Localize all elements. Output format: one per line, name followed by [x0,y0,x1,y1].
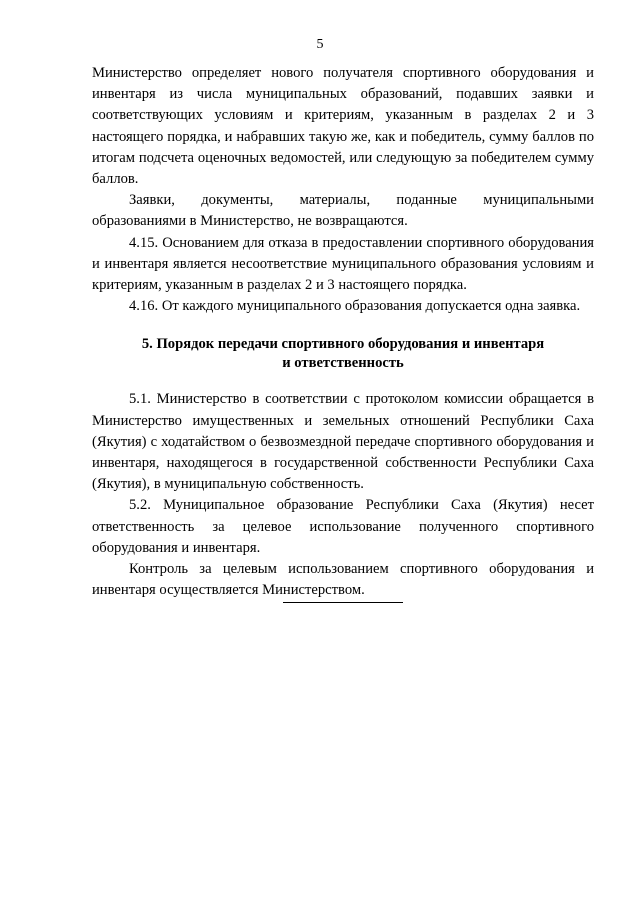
paragraph-applications-not-returned: Заявки, документы, материалы, поданные муниципальными образованиями в Министерство, не возвращаются. [92,192,594,230]
section-5-heading [92,335,594,373]
paragraph-new-recipient: Министерство определяет нового получателя спортивного оборудования и инвентаря из числа муниципальных образований, подавших заявки и соответствующих условиям и критериям, указанным в разделах 2 и 3 настоящего порядка, и набравших такую же, как и победитель, сумму баллов по итогам подсчета оценочных ведомостей, или следующую за победителем сумму баллов. [92,65,594,188]
page-number: 5 [316,37,324,52]
section-5-heading-line2: и ответственность [282,355,404,372]
document-body [92,63,594,601]
paragraph-4-16-one-application: 4.16. От каждого муниципального образования допускается одна заявка. [129,298,581,315]
paragraph-control: Контроль за целевым использованием спортивного оборудования и инвентаря осуществляется Министерством. [92,561,594,599]
section-5-heading-line1: 5. Порядок передачи спортивного оборудования и инвентаря [141,336,545,353]
paragraph-5-1-transfer-request: 5.1. Министерство в соответствии с протоколом комиссии обращается в Министерство имущественных и земельных отношений Республики Саха (Якутия) с ходатайством о безвозмездной передаче спортивного оборудования и инвентаря, находящегося в государственной собственности Республики Саха (Якутия), в муниципальную собственность. [92,391,594,493]
paragraph-5-2-responsibility: 5.2. Муниципальное образование Республики Саха (Якутия) несет ответственность за целевое использование полученного спортивного оборудования и инвентаря. [92,497,594,556]
end-of-document-rule [283,602,403,603]
paragraph-4-15-refusal-grounds: 4.15. Основанием для отказа в предоставлении спортивного оборудования и инвентаря является несоответствие муниципального образования условиям и критериям, указанным в разделах 2 и 3 настоящего порядка. [92,234,594,294]
